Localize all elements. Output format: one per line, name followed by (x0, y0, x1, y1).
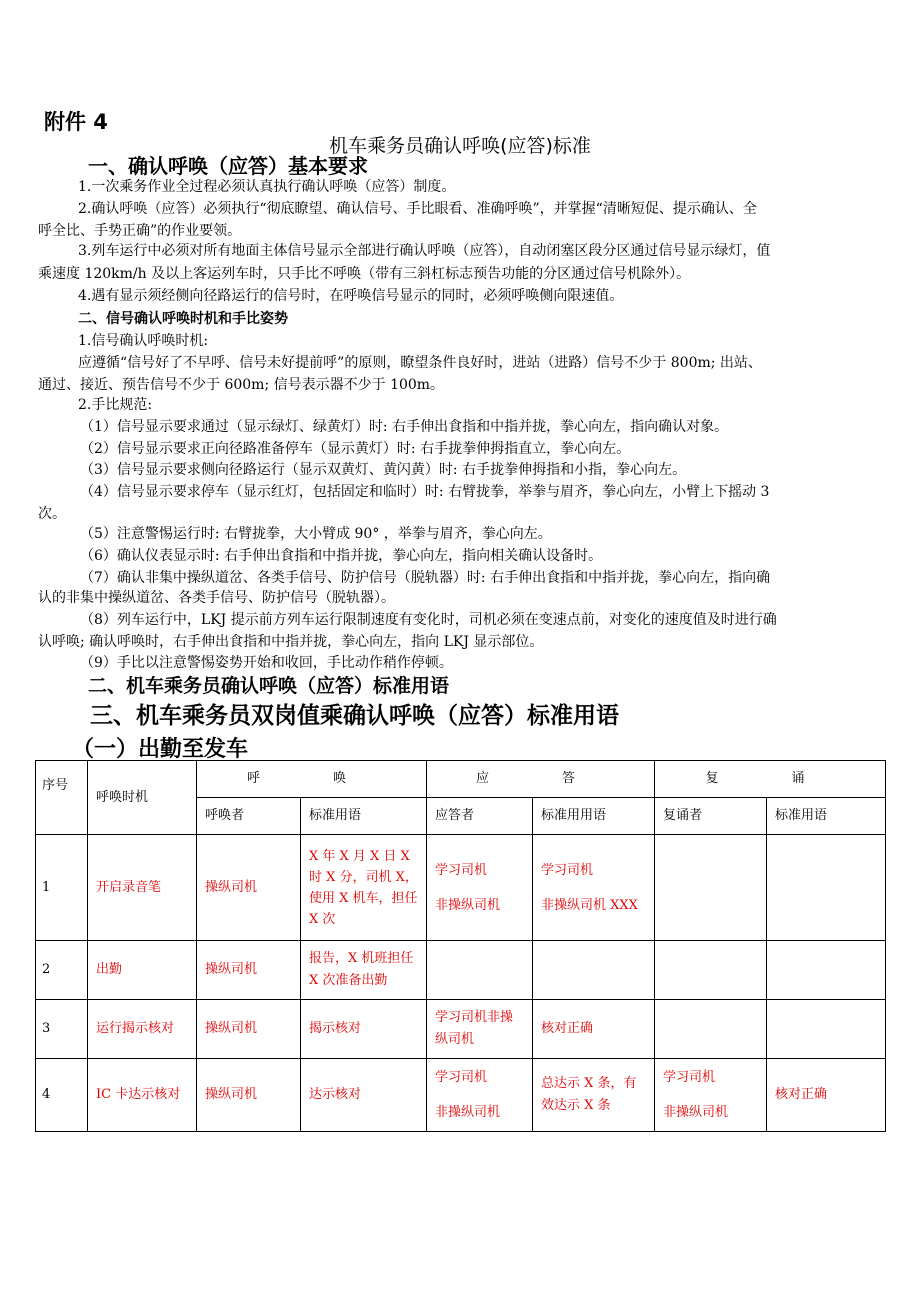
header-repeat-phrase: 标准用语 (767, 798, 886, 835)
cell-repeat-phrase (767, 941, 886, 1000)
paragraph-line: 1.一次乘务作业全过程必须认真执行确认呼唤（应答）制度。 (78, 179, 456, 195)
paragraph-line: （4）信号显示要求停车（显示红灯，包括固定和临时）时: 右臂拢拳，举拳与眉齐，拳心向左，小臂上下摇动 3 (80, 484, 770, 500)
header-repeat: 复 诵 (655, 761, 886, 798)
section4-heading: 三、机车乘务员双岗值乘确认呼唤（应答）标准用语 (90, 703, 619, 729)
section2-heading: 二、信号确认呼唤时机和手比姿势 (78, 311, 288, 327)
cell-answerer (427, 1059, 533, 1132)
paragraph-line: 认呼唤; 确认呼唤时，右手伸出食指和中指并拢，拳心向左，指向 LKJ 显示部位。 (38, 634, 544, 650)
answerer-line: 非操纵司机 (435, 897, 501, 913)
header-repeater: 复诵者 (655, 798, 767, 835)
paragraph-line: （9）手比以注意警惕姿势开始和收回，手比动作稍作停顿。 (80, 655, 453, 671)
paragraph-line: （1）信号显示要求通过（显示绿灯、绿黄灯）时: 右手伸出食指和中指并拢，拳心向左，指向确认对象。 (80, 419, 729, 435)
cell-repeater (655, 835, 767, 941)
section3-heading: 二、机车乘务员确认呼唤（应答）标准用语 (88, 675, 450, 697)
cell-answer-phrase (533, 941, 655, 1000)
cell-repeat-phrase (767, 1000, 886, 1059)
paragraph-line: （7）确认非集中操纵道岔、各类手信号、防护信号（脱轨器）时: 右手伸出食指和中指并拢，拳心向左，指向确 (80, 570, 771, 586)
subsection-heading: （一）出勤至发车 (72, 737, 249, 762)
paragraph-line: （3）信号显示要求侧向径路运行（显示双黄灯、黄闪黄）时: 右手拢拳伸拇指和小指，拳心向左。 (80, 462, 687, 478)
cell-repeater (655, 941, 767, 1000)
cell-caller: 操纵司机 (197, 1000, 301, 1059)
cell-call-phrase: 揭示核对 (301, 1000, 427, 1059)
answerer-line: 非操纵司机 (435, 1105, 501, 1120)
header-timing: 呼唤时机 (88, 761, 197, 835)
answerer-line: 学习司机 (435, 862, 488, 878)
document-title-text: 机车乘务员确认呼唤(应答)标准 (329, 135, 591, 157)
header-answerer: 应答者 (427, 798, 533, 835)
table-row (36, 1000, 886, 1059)
cell-repeater (655, 1000, 767, 1059)
header-call-phrase: 标准用语 (301, 798, 427, 835)
cell-repeat-phrase (767, 835, 886, 941)
paragraph-line: 通过、接近、预告信号不少于 600m; 信号表示器不少于 100m。 (38, 377, 445, 393)
cell-seq: 2 (36, 941, 88, 1000)
table-row (36, 1059, 886, 1132)
paragraph-line: （2）信号显示要求正向径路准备停车（显示黄灯）时: 右手拢拳伸拇指直立，拳心向左。 (80, 441, 631, 457)
cell-caller: 操纵司机 (197, 1059, 301, 1132)
paragraph-line: 认的非集中操纵道岔、各类手信号、防护信号（脱轨器）。 (38, 590, 395, 606)
call-response-table (35, 760, 886, 1132)
cell-call-phrase: X 年 X 月 X 日 X 时 X 分，司机 X，使用 X 机车，担任 X 次 (301, 835, 427, 941)
paragraph-line: 2.确认呼唤（应答）必须执行“彻底瞭望、确认信号、手比眼看、准确呼唤”，并掌握“清晰短促、提示确认、全 (78, 201, 757, 217)
header-seq: 序号 (36, 761, 88, 835)
paragraph-line: 乘速度 120km/h 及以上客运列车时，只手比不呼唤（带有三斜杠标志预告功能的分区通过信号机除外）。 (38, 266, 691, 282)
cell-answerer: 学习司机非操纵司机 (427, 1000, 533, 1059)
cell-timing: IC 卡达示核对 (88, 1059, 197, 1132)
paragraph-line: （8）列车运行中，LKJ 提示前方列车运行限制速度有变化时，司机必须在变速点前，对变化的速度值及时进行确 (80, 612, 777, 628)
cell-caller: 操纵司机 (197, 941, 301, 1000)
paragraph-line: （6）确认仪表显示时: 右手伸出食指和中指并拢，拳心向左，指向相关确认设备时。 (80, 548, 603, 564)
cell-answer-phrase: 总达示 X 条，有效达示 X 条 (533, 1059, 655, 1132)
header-answer: 应 答 (427, 761, 655, 798)
header-answer-phrase: 标准用用语 (533, 798, 655, 835)
paragraph-line: 3.列车运行中必须对所有地面主体信号显示全部进行确认呼唤（应答），自动闭塞区段分区通过信号显示绿灯，值 (78, 243, 771, 259)
paragraph-line: 4.遇有显示须经侧向径路运行的信号时，在呼唤信号显示的同时，必须呼唤侧向限速值。 (78, 288, 624, 304)
cell-call-phrase: 达示核对 (301, 1059, 427, 1132)
paragraph-line: 2.手比规范: (78, 397, 153, 413)
cell-repeat-phrase: 核对正确 (767, 1059, 886, 1132)
cell-seq: 4 (36, 1059, 88, 1132)
cell-call-phrase: 报告，X 机班担任 X 次准备出勤 (301, 941, 427, 1000)
attachment-label: 附件 4 (44, 110, 108, 134)
cell-answerer (427, 835, 533, 941)
cell-answerer (427, 941, 533, 1000)
section1-heading: 一、确认呼唤（应答）基本要求 (88, 154, 368, 178)
paragraph-line: 1.信号确认呼唤时机: (78, 333, 209, 349)
answer-line: 学习司机 (541, 862, 594, 878)
answerer-line: 学习司机 (435, 1070, 488, 1085)
cell-answer-phrase (533, 835, 655, 941)
header-caller: 呼唤者 (197, 798, 301, 835)
paragraph-line: 应遵循“信号好了不早呼、信号未好提前呼”的原则，瞭望条件良好时，进站（进路）信号不少于 800m; 出站、 (78, 355, 762, 371)
paragraph-line: 呼全比、手势正确”的作业要领。 (38, 223, 242, 239)
cell-timing: 开启录音笔 (88, 835, 197, 941)
header-call: 呼 唤 (197, 761, 427, 798)
table-row (36, 941, 886, 1000)
answer-line: 非操纵司机 XXX (541, 897, 638, 913)
cell-timing: 出勤 (88, 941, 197, 1000)
cell-seq: 1 (36, 835, 88, 941)
cell-timing: 运行揭示核对 (88, 1000, 197, 1059)
repeater-line: 非操纵司机 (663, 1105, 729, 1120)
paragraph-line: （5）注意警惕运行时: 右臂拢拳，大小臂成 90° ，举拳与眉齐，拳心向左。 (80, 526, 552, 542)
table-row (36, 835, 886, 941)
paragraph-line: 次。 (38, 506, 66, 522)
cell-answer-phrase: 核对正确 (533, 1000, 655, 1059)
repeater-line: 学习司机 (663, 1070, 716, 1085)
cell-seq: 3 (36, 1000, 88, 1059)
cell-caller: 操纵司机 (197, 835, 301, 941)
cell-repeater (655, 1059, 767, 1132)
